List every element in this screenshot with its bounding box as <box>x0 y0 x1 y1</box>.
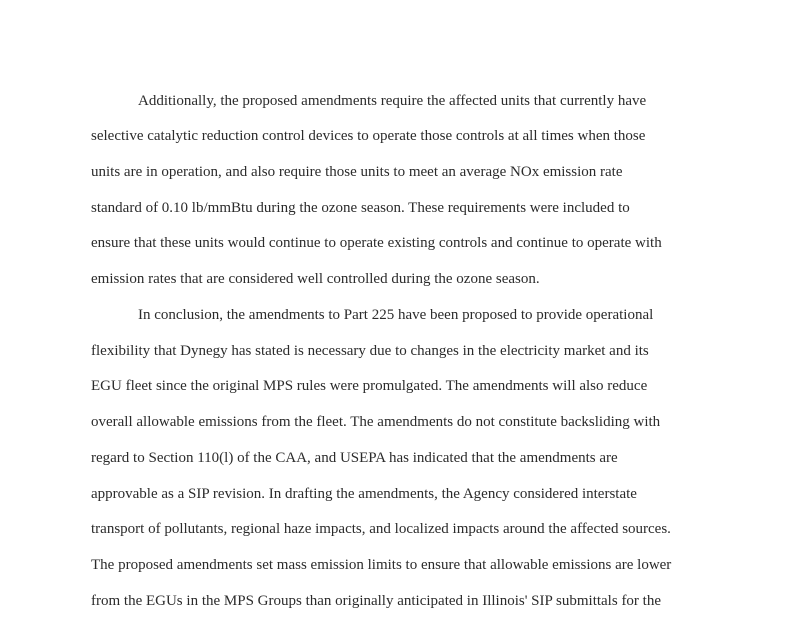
paragraph-1-line-4: standard of 0.10 lb/mmBtu during the ozone season. These requirements were included to <box>91 200 630 216</box>
paragraph-2-line-4: overall allowable emissions from the fleet. The amendments do not constitute backsliding with <box>91 414 661 430</box>
paragraph-2-line-6: approvable as a SIP revision. In drafting the amendments, the Agency considered interstate <box>91 486 637 502</box>
paragraph-2-line-8: The proposed amendments set mass emission limits to ensure that allowable emissions are lower <box>91 557 672 573</box>
paragraph-2-line-3: EGU fleet since the original MPS rules were promulgated. The amendments will also reduce <box>91 378 648 394</box>
paragraph-1-line-3: units are in operation, and also require those units to meet an average NOx emission rate <box>91 164 623 180</box>
paragraph-2-line-2: flexibility that Dynegy has stated is necessary due to changes in the electricity market and its <box>91 343 649 359</box>
paragraph-2-line-9: from the EGUs in the MPS Groups than originally anticipated in Illinois' SIP submittals for the <box>91 593 662 609</box>
paragraph-2-line-5: regard to Section 110(l) of the CAA, and USEPA has indicated that the amendments are <box>91 450 618 466</box>
paragraph-1-line-1: Additionally, the proposed amendments require the affected units that currently have <box>138 93 647 109</box>
paragraph-1-line-6: emission rates that are considered well controlled during the ozone season. <box>91 271 540 287</box>
paragraph-2-line-7: transport of pollutants, regional haze impacts, and localized impacts around the affected sources. <box>91 521 671 537</box>
paragraph-2-line-1: In conclusion, the amendments to Part 225 have been proposed to provide operational <box>138 307 654 323</box>
paragraph-1-line-5: ensure that these units would continue to operate existing controls and continue to operate with <box>91 235 662 251</box>
paragraph-1-line-2: selective catalytic reduction control devices to operate those controls at all times when those <box>91 128 646 144</box>
